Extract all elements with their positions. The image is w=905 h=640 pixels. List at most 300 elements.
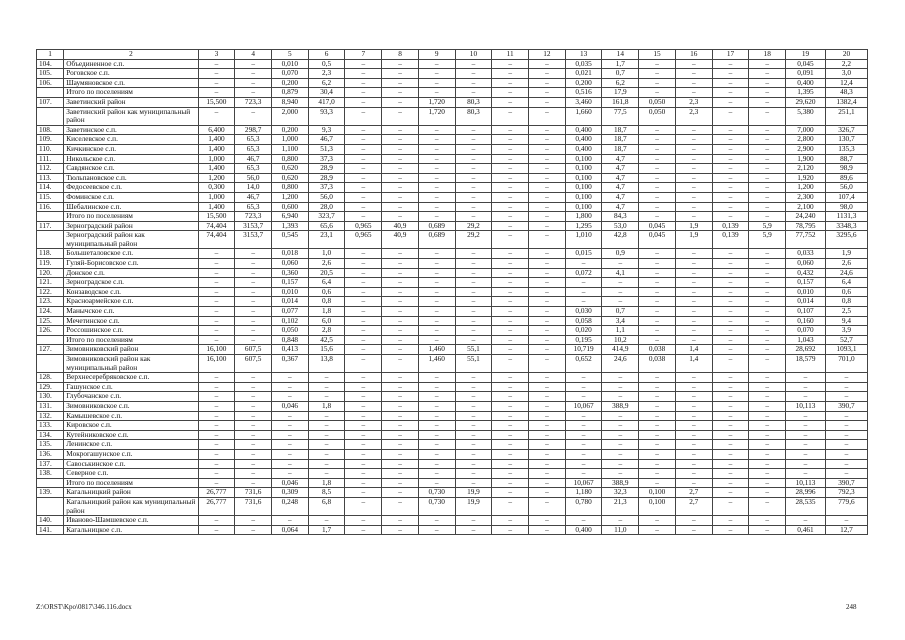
value-cell: 80,3 — [455, 107, 492, 125]
value-cell: – — [639, 278, 676, 288]
value-cell: – — [455, 373, 492, 383]
value-cell: – — [345, 154, 382, 164]
value-cell: 3,4 — [602, 316, 639, 326]
value-cell: – — [529, 78, 566, 88]
value-cell: – — [602, 516, 639, 526]
value-cell: – — [749, 249, 786, 259]
row-number-cell: 141. — [37, 525, 64, 535]
value-cell: – — [712, 449, 749, 459]
value-cell: – — [529, 278, 566, 288]
value-cell: 3,460 — [565, 97, 602, 107]
value-cell: 2,7 — [675, 497, 712, 515]
value-cell: – — [382, 411, 419, 421]
value-cell: – — [492, 430, 529, 440]
value-cell: – — [382, 525, 419, 535]
value-cell: – — [529, 135, 566, 145]
value-cell: – — [825, 440, 867, 450]
name-cell: Ленинское с.п. — [64, 440, 198, 450]
header-cell: 18 — [749, 50, 786, 60]
value-cell: – — [749, 183, 786, 193]
value-cell: – — [418, 212, 455, 222]
value-cell: – — [529, 497, 566, 515]
value-cell: – — [418, 183, 455, 193]
value-cell: 0,045 — [786, 59, 826, 69]
value-cell: – — [345, 212, 382, 222]
value-cell: – — [455, 478, 492, 488]
name-cell: Зимовниковский район — [64, 345, 198, 355]
value-cell: – — [492, 525, 529, 535]
value-cell: – — [712, 335, 749, 345]
value-cell: 414,9 — [602, 345, 639, 355]
value-cell: 37,3 — [308, 183, 345, 193]
row-number-cell: 109. — [37, 135, 64, 145]
value-cell: – — [675, 88, 712, 98]
value-cell: 0,689 — [418, 231, 455, 249]
value-cell: – — [492, 355, 529, 373]
row-number-cell: 135. — [37, 440, 64, 450]
value-cell: – — [345, 69, 382, 79]
value-cell: – — [529, 164, 566, 174]
value-cell: – — [675, 382, 712, 392]
row-number-cell: 130. — [37, 392, 64, 402]
value-cell: 0,033 — [786, 249, 826, 259]
value-cell: – — [382, 173, 419, 183]
value-cell: 28,0 — [308, 202, 345, 212]
value-cell: – — [492, 249, 529, 259]
value-cell: 0,7 — [602, 69, 639, 79]
value-cell: 0,600 — [272, 202, 309, 212]
value-cell: – — [565, 392, 602, 402]
value-cell: – — [639, 154, 676, 164]
value-cell: – — [455, 212, 492, 222]
value-cell: – — [529, 326, 566, 336]
table-row — [37, 382, 868, 392]
value-cell: – — [382, 78, 419, 88]
value-cell: – — [308, 440, 345, 450]
value-cell: – — [675, 478, 712, 488]
value-cell: 6,940 — [272, 212, 309, 222]
value-cell: – — [786, 459, 826, 469]
value-cell: – — [308, 449, 345, 459]
value-cell: – — [418, 173, 455, 183]
value-cell: – — [345, 411, 382, 421]
value-cell: – — [639, 268, 676, 278]
value-cell: – — [455, 525, 492, 535]
value-cell: – — [198, 401, 235, 411]
value-cell: – — [235, 278, 272, 288]
value-cell: 42,8 — [602, 231, 639, 249]
table-row — [37, 164, 868, 174]
value-cell: 0,020 — [565, 326, 602, 336]
value-cell: – — [712, 430, 749, 440]
value-cell: – — [639, 449, 676, 459]
value-cell: – — [786, 516, 826, 526]
value-cell: 0,038 — [639, 355, 676, 373]
value-cell: – — [529, 355, 566, 373]
value-cell: – — [382, 287, 419, 297]
table-row — [37, 525, 868, 535]
value-cell: – — [198, 307, 235, 317]
value-cell: 88,7 — [825, 154, 867, 164]
value-cell: – — [565, 459, 602, 469]
value-cell: 29,2 — [455, 221, 492, 231]
value-cell: 4,7 — [602, 173, 639, 183]
row-number-cell: 119. — [37, 259, 64, 269]
value-cell: – — [565, 382, 602, 392]
value-cell: – — [418, 469, 455, 479]
value-cell: – — [712, 259, 749, 269]
value-cell: – — [749, 478, 786, 488]
row-number-cell — [37, 107, 64, 125]
value-cell: – — [825, 392, 867, 402]
value-cell: 4,7 — [602, 202, 639, 212]
value-cell: 1,8 — [308, 401, 345, 411]
name-cell: Большеталовское с.п. — [64, 249, 198, 259]
name-cell: Федосеевское с.п. — [64, 183, 198, 193]
table-row — [37, 449, 868, 459]
value-cell: – — [418, 307, 455, 317]
value-cell: – — [235, 440, 272, 450]
value-cell: – — [712, 316, 749, 326]
value-cell: – — [418, 192, 455, 202]
value-cell: 84,3 — [602, 212, 639, 222]
value-cell: – — [712, 355, 749, 373]
value-cell: 1,043 — [786, 335, 826, 345]
value-cell: – — [235, 459, 272, 469]
value-cell: – — [492, 154, 529, 164]
value-cell: – — [749, 192, 786, 202]
header-cell: 14 — [602, 50, 639, 60]
value-cell: – — [308, 430, 345, 440]
value-cell: 1,7 — [308, 525, 345, 535]
value-cell: – — [749, 449, 786, 459]
value-cell: – — [382, 335, 419, 345]
value-cell: 0,8 — [825, 297, 867, 307]
value-cell: – — [749, 173, 786, 183]
table-row — [37, 459, 868, 469]
value-cell: 4,7 — [602, 192, 639, 202]
value-cell: – — [675, 78, 712, 88]
name-cell: Итого по поселениям — [64, 478, 198, 488]
value-cell: – — [492, 59, 529, 69]
value-cell: – — [198, 259, 235, 269]
name-cell: Донское с.п. — [64, 268, 198, 278]
value-cell: 9,3 — [308, 125, 345, 135]
value-cell: 0,100 — [565, 164, 602, 174]
value-cell: 24,240 — [786, 212, 826, 222]
value-cell: – — [382, 88, 419, 98]
value-cell: – — [712, 125, 749, 135]
value-cell: 0,157 — [786, 278, 826, 288]
name-cell: Зимовниковский район как муниципальный район — [64, 355, 198, 373]
table-row — [37, 307, 868, 317]
name-cell: Верхнесеребряковское с.п. — [64, 373, 198, 383]
value-cell: 0,879 — [272, 88, 309, 98]
value-cell: 0,400 — [565, 135, 602, 145]
value-cell: 17,9 — [602, 88, 639, 98]
value-cell: – — [825, 469, 867, 479]
value-cell: – — [749, 154, 786, 164]
header-cell: 1 — [37, 50, 64, 60]
value-cell: – — [455, 125, 492, 135]
row-number-cell — [37, 335, 64, 345]
value-cell: – — [382, 183, 419, 193]
value-cell: – — [675, 154, 712, 164]
value-cell: 0,160 — [786, 316, 826, 326]
value-cell: 6,4 — [825, 278, 867, 288]
value-cell: 10,2 — [602, 335, 639, 345]
value-cell: – — [345, 449, 382, 459]
value-cell: – — [198, 107, 235, 125]
value-cell: 0,010 — [272, 287, 309, 297]
table-row — [37, 516, 868, 526]
value-cell: – — [639, 88, 676, 98]
value-cell: – — [418, 459, 455, 469]
value-cell: 15,6 — [308, 345, 345, 355]
name-cell: Фоминское с.п. — [64, 192, 198, 202]
value-cell: – — [712, 249, 749, 259]
value-cell: – — [382, 316, 419, 326]
value-cell: – — [529, 411, 566, 421]
name-cell: Кичкинское с.п. — [64, 144, 198, 154]
value-cell: – — [675, 249, 712, 259]
value-cell: – — [639, 164, 676, 174]
value-cell: – — [455, 440, 492, 450]
value-cell: – — [418, 88, 455, 98]
value-cell: – — [455, 316, 492, 326]
value-cell: – — [639, 297, 676, 307]
value-cell: 326,7 — [825, 125, 867, 135]
value-cell: – — [418, 449, 455, 459]
value-cell: – — [492, 202, 529, 212]
value-cell: 56,0 — [308, 192, 345, 202]
value-cell: – — [345, 164, 382, 174]
value-cell: – — [749, 125, 786, 135]
name-cell: Мокрогашунское с.п. — [64, 449, 198, 459]
table-row — [37, 97, 868, 107]
value-cell: – — [639, 144, 676, 154]
value-cell: 1,900 — [786, 154, 826, 164]
table-row — [37, 401, 868, 411]
value-cell: 3,9 — [825, 326, 867, 336]
value-cell: – — [345, 497, 382, 515]
value-cell: – — [602, 459, 639, 469]
value-cell: 56,0 — [825, 183, 867, 193]
name-cell: Шебалинское с.п. — [64, 202, 198, 212]
value-cell: 24,6 — [602, 355, 639, 373]
value-cell: – — [712, 192, 749, 202]
value-cell: – — [639, 525, 676, 535]
value-cell: – — [198, 421, 235, 431]
value-cell: – — [198, 469, 235, 479]
value-cell: 0,077 — [272, 307, 309, 317]
value-cell: – — [455, 449, 492, 459]
value-cell: – — [675, 268, 712, 278]
value-cell: – — [712, 373, 749, 383]
value-cell: 0,050 — [272, 326, 309, 336]
value-cell: 0,046 — [272, 401, 309, 411]
header-cell: 13 — [565, 50, 602, 60]
value-cell: – — [675, 164, 712, 174]
value-cell: 46,7 — [235, 154, 272, 164]
value-cell: – — [235, 392, 272, 402]
value-cell: – — [492, 326, 529, 336]
value-cell: – — [749, 268, 786, 278]
value-cell: 12,7 — [825, 525, 867, 535]
value-cell: – — [382, 69, 419, 79]
value-cell: 4,7 — [602, 154, 639, 164]
value-cell: – — [786, 430, 826, 440]
value-cell: 0,100 — [565, 202, 602, 212]
value-cell: – — [418, 287, 455, 297]
value-cell: 15,500 — [198, 212, 235, 222]
value-cell: – — [712, 345, 749, 355]
name-cell: Заветинский район как муниципальный район — [64, 107, 198, 125]
value-cell: 1,180 — [565, 488, 602, 498]
value-cell: – — [198, 459, 235, 469]
value-cell: – — [712, 401, 749, 411]
value-cell: – — [675, 259, 712, 269]
value-cell: 779,6 — [825, 497, 867, 515]
value-cell: 0,010 — [786, 287, 826, 297]
table-row — [37, 488, 868, 498]
value-cell: – — [345, 345, 382, 355]
value-cell: – — [235, 373, 272, 383]
value-cell: – — [675, 212, 712, 222]
value-cell: – — [308, 516, 345, 526]
table-row — [37, 125, 868, 135]
value-cell: 0,038 — [639, 345, 676, 355]
value-cell: 10,067 — [565, 401, 602, 411]
value-cell: – — [639, 212, 676, 222]
value-cell: – — [418, 278, 455, 288]
value-cell: – — [675, 449, 712, 459]
value-cell: – — [198, 78, 235, 88]
header-cell: 11 — [492, 50, 529, 60]
value-cell: 0,050 — [639, 107, 676, 125]
value-cell: – — [382, 373, 419, 383]
value-cell: – — [639, 135, 676, 145]
value-cell: – — [455, 249, 492, 259]
value-cell: – — [529, 401, 566, 411]
value-cell: – — [712, 173, 749, 183]
table-row — [37, 430, 868, 440]
value-cell: – — [749, 421, 786, 431]
value-cell: – — [345, 469, 382, 479]
value-cell: – — [198, 316, 235, 326]
value-cell: – — [749, 69, 786, 79]
value-cell: – — [198, 411, 235, 421]
value-cell: 2,3 — [675, 107, 712, 125]
row-number-cell: 114. — [37, 183, 64, 193]
value-cell: 28,996 — [786, 488, 826, 498]
table-row — [37, 221, 868, 231]
value-cell: 731,6 — [235, 488, 272, 498]
value-cell: – — [712, 488, 749, 498]
value-cell: 2,8 — [308, 326, 345, 336]
name-cell: Гашунское с.п. — [64, 382, 198, 392]
name-cell: Зерноградский район — [64, 221, 198, 231]
value-cell: – — [749, 392, 786, 402]
header-cell: 19 — [786, 50, 826, 60]
value-cell: – — [198, 382, 235, 392]
value-cell: – — [529, 144, 566, 154]
value-cell: – — [235, 411, 272, 421]
value-cell: – — [492, 411, 529, 421]
table-row — [37, 212, 868, 222]
value-cell: – — [529, 249, 566, 259]
row-number-cell: 105. — [37, 69, 64, 79]
value-cell: – — [235, 421, 272, 431]
value-cell: 3,0 — [825, 69, 867, 79]
value-cell: – — [786, 449, 826, 459]
value-cell: – — [529, 107, 566, 125]
value-cell: – — [455, 307, 492, 317]
value-cell: 1,460 — [418, 345, 455, 355]
value-cell: 28,535 — [786, 497, 826, 515]
value-cell: 32,3 — [602, 488, 639, 498]
table-row — [37, 278, 868, 288]
value-cell: 6,8 — [308, 497, 345, 515]
value-cell: – — [639, 69, 676, 79]
value-cell: 0,102 — [272, 316, 309, 326]
value-cell: – — [382, 107, 419, 125]
name-cell: Тюльпановское с.п. — [64, 173, 198, 183]
value-cell: – — [455, 469, 492, 479]
value-cell: – — [492, 307, 529, 317]
value-cell: – — [529, 287, 566, 297]
value-cell: 4,1 — [602, 268, 639, 278]
value-cell: 0,035 — [565, 59, 602, 69]
value-cell: 24,6 — [825, 268, 867, 278]
value-cell: 0,021 — [565, 69, 602, 79]
value-cell: 0,046 — [272, 478, 309, 488]
value-cell: 40,9 — [382, 221, 419, 231]
value-cell: – — [455, 154, 492, 164]
value-cell: – — [529, 268, 566, 278]
row-number-cell: 140. — [37, 516, 64, 526]
value-cell: – — [565, 287, 602, 297]
value-cell: – — [345, 173, 382, 183]
value-cell: – — [712, 202, 749, 212]
name-cell: Савоськинское с.п. — [64, 459, 198, 469]
value-cell: 251,1 — [825, 107, 867, 125]
row-number-cell: 124. — [37, 307, 64, 317]
value-cell: 46,7 — [308, 135, 345, 145]
value-cell: – — [749, 307, 786, 317]
value-cell: 1,393 — [272, 221, 309, 231]
value-cell: – — [418, 516, 455, 526]
table-row — [37, 135, 868, 145]
value-cell: – — [529, 316, 566, 326]
value-cell: 10,719 — [565, 345, 602, 355]
value-cell: – — [675, 373, 712, 383]
name-cell: Кагальницкое с.п. — [64, 525, 198, 535]
value-cell: 48,3 — [825, 88, 867, 98]
value-cell: – — [272, 449, 309, 459]
value-cell: – — [529, 297, 566, 307]
value-cell: 28,9 — [308, 173, 345, 183]
value-cell: – — [345, 59, 382, 69]
value-cell: 0,689 — [418, 221, 455, 231]
name-cell: Заветинское с.п. — [64, 125, 198, 135]
row-number-cell: 118. — [37, 249, 64, 259]
value-cell: – — [492, 287, 529, 297]
value-cell: – — [749, 355, 786, 373]
value-cell: 13,8 — [308, 355, 345, 373]
value-cell: – — [712, 411, 749, 421]
value-cell: – — [492, 478, 529, 488]
